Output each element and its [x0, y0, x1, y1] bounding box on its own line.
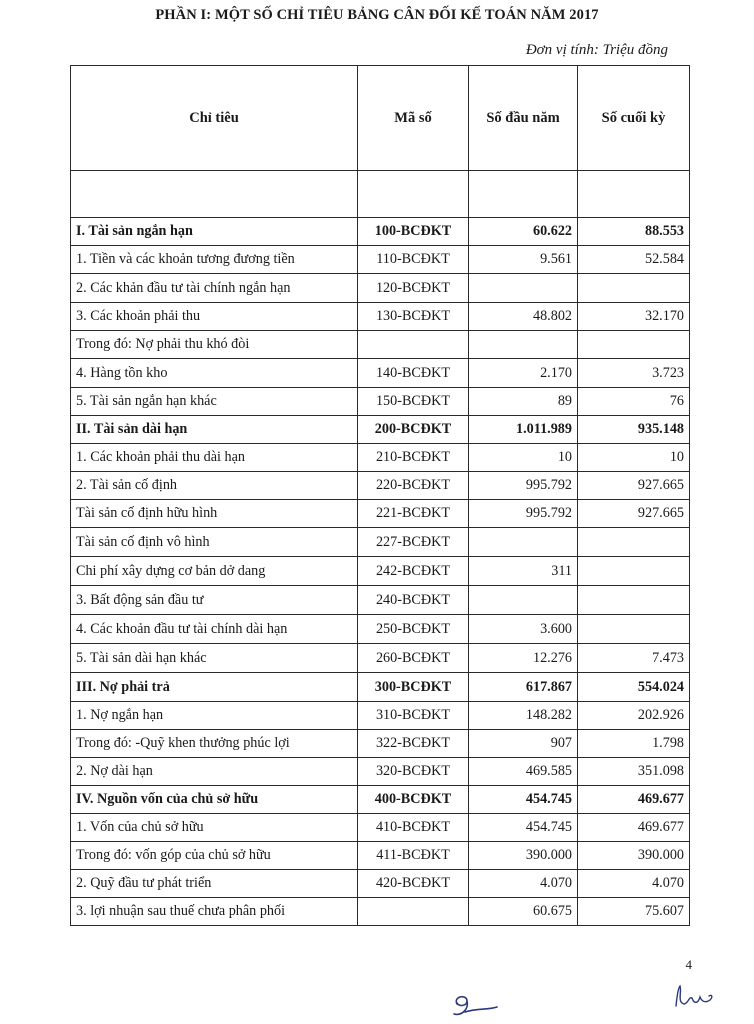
row-indicator: Tài sản cố định hữu hình: [71, 500, 358, 528]
row-end-value: 469.677: [578, 786, 690, 814]
row-code: [358, 898, 469, 926]
row-code: 310-BCĐKT: [358, 702, 469, 730]
table-row: [71, 528, 690, 557]
row-code: 242-BCĐKT: [358, 557, 469, 586]
table-row: [71, 303, 690, 331]
row-begin-value: 60.622: [469, 218, 578, 246]
row-indicator: 5. Tài sản dài hạn khác: [71, 644, 358, 673]
table-row: [71, 388, 690, 416]
table-row: [71, 673, 690, 702]
row-end-value: 1.798: [578, 730, 690, 758]
table-row: [71, 644, 690, 673]
table-row: [71, 842, 690, 870]
table-row: [71, 331, 690, 359]
row-end-value: 927.665: [578, 472, 690, 500]
row-end-value: 76: [578, 388, 690, 416]
row-code: 221-BCĐKT: [358, 500, 469, 528]
row-code: 322-BCĐKT: [358, 730, 469, 758]
initial-signature-mark: [445, 990, 505, 1020]
row-code: 220-BCĐKT: [358, 472, 469, 500]
table-row: [71, 586, 690, 615]
table-row: [71, 702, 690, 730]
row-begin-value: 617.867: [469, 673, 578, 702]
row-indicator: 1. Tiền và các khoản tương đương tiền: [71, 246, 358, 274]
row-begin-value: 148.282: [469, 702, 578, 730]
table-row: [71, 557, 690, 586]
table-row: [71, 274, 690, 303]
table-row: [71, 786, 690, 814]
row-indicator: 1. Các khoản phải thu dài hạn: [71, 444, 358, 472]
row-indicator: I. Tài sản ngắn hạn: [71, 218, 358, 246]
row-indicator: Trong đó: Nợ phải thu khó đòi: [71, 331, 358, 359]
header-end: Số cuối kỳ: [578, 66, 690, 171]
row-indicator: 2. Các khản đầu tư tài chính ngắn hạn: [71, 274, 358, 303]
header-indicator: Chỉ tiêu: [71, 66, 358, 171]
table-row: [71, 500, 690, 528]
row-code: 120-BCĐKT: [358, 274, 469, 303]
row-code: 100-BCĐKT: [358, 218, 469, 246]
row-end-value: [578, 274, 690, 303]
row-begin-value: 454.745: [469, 786, 578, 814]
row-begin-value: 1.011.989: [469, 416, 578, 444]
row-begin-value: [469, 331, 578, 359]
row-code: 260-BCĐKT: [358, 644, 469, 673]
row-begin-value: 10: [469, 444, 578, 472]
row-end-value: 32.170: [578, 303, 690, 331]
table-row: [71, 444, 690, 472]
table-row: [71, 416, 690, 444]
row-indicator: IV. Nguồn vốn của chủ sở hữu: [71, 786, 358, 814]
row-code: 200-BCĐKT: [358, 416, 469, 444]
row-begin-value: 60.675: [469, 898, 578, 926]
table-row: [71, 870, 690, 898]
table-row: [71, 359, 690, 388]
row-code: 150-BCĐKT: [358, 388, 469, 416]
row-begin-value: 390.000: [469, 842, 578, 870]
row-end-value: 554.024: [578, 673, 690, 702]
unit-note: Đơn vị tính: Triệu đồng: [525, 42, 668, 58]
row-code: 240-BCĐKT: [358, 586, 469, 615]
row-indicator: 1. Nợ ngắn hạn: [71, 702, 358, 730]
table-row: [71, 898, 690, 926]
row-begin-value: 907: [469, 730, 578, 758]
row-code: 411-BCĐKT: [358, 842, 469, 870]
row-end-value: 10: [578, 444, 690, 472]
row-begin-value: [469, 274, 578, 303]
row-indicator: 2. Tài sản cố định: [71, 472, 358, 500]
row-indicator: 4. Các khoản đầu tư tài chính dài hạn: [71, 615, 358, 644]
row-indicator: 1. Vốn của chủ sở hữu: [71, 814, 358, 842]
row-end-value: [578, 331, 690, 359]
row-code: 140-BCĐKT: [358, 359, 469, 388]
row-end-value: 351.098: [578, 758, 690, 786]
table-row: [71, 472, 690, 500]
header-code: Mã số: [358, 66, 469, 171]
row-code: 227-BCĐKT: [358, 528, 469, 557]
row-begin-value: 48.802: [469, 303, 578, 331]
row-end-value: [578, 615, 690, 644]
row-begin-value: 995.792: [469, 472, 578, 500]
row-end-value: 7.473: [578, 644, 690, 673]
row-indicator: Tài sản cố định vô hình: [71, 528, 358, 557]
table-row: [71, 758, 690, 786]
row-begin-value: 89: [469, 388, 578, 416]
row-indicator: 2. Nợ dài hạn: [71, 758, 358, 786]
row-indicator: Trong đó: -Quỹ khen thưởng phúc lợi: [71, 730, 358, 758]
table-row: [71, 615, 690, 644]
row-end-value: 469.677: [578, 814, 690, 842]
document-title: PHẦN I: MỘT SỐ CHỈ TIÊU BẢNG CÂN ĐỐI KẾ TOÁN NĂM 2017: [155, 7, 599, 23]
row-code: [358, 331, 469, 359]
handwritten-signature: [668, 982, 728, 1012]
table-row: [71, 246, 690, 274]
row-begin-value: 12.276: [469, 644, 578, 673]
table-body: [71, 218, 690, 926]
row-code: 130-BCĐKT: [358, 303, 469, 331]
row-begin-value: [469, 586, 578, 615]
balance-sheet-table: [70, 65, 690, 926]
row-begin-value: 3.600: [469, 615, 578, 644]
row-indicator: 5. Tài sản ngắn hạn khác: [71, 388, 358, 416]
row-end-value: 75.607: [578, 898, 690, 926]
row-indicator: Trong đó: vốn góp của chủ sở hữu: [71, 842, 358, 870]
row-code: 420-BCĐKT: [358, 870, 469, 898]
row-begin-value: 454.745: [469, 814, 578, 842]
row-end-value: [578, 557, 690, 586]
row-code: 110-BCĐKT: [358, 246, 469, 274]
row-end-value: 52.584: [578, 246, 690, 274]
row-indicator: III. Nợ phải trả: [71, 673, 358, 702]
row-begin-value: 2.170: [469, 359, 578, 388]
row-end-value: [578, 586, 690, 615]
row-end-value: 202.926: [578, 702, 690, 730]
row-code: 320-BCĐKT: [358, 758, 469, 786]
row-indicator: 3. Bất động sản đầu tư: [71, 586, 358, 615]
row-code: 400-BCĐKT: [358, 786, 469, 814]
row-code: 250-BCĐKT: [358, 615, 469, 644]
row-indicator: 3. lợi nhuận sau thuế chưa phân phối: [71, 898, 358, 926]
row-end-value: 4.070: [578, 870, 690, 898]
row-begin-value: 469.585: [469, 758, 578, 786]
row-end-value: 88.553: [578, 218, 690, 246]
row-indicator: Chi phí xây dựng cơ bản dở dang: [71, 557, 358, 586]
row-end-value: 390.000: [578, 842, 690, 870]
row-end-value: 3.723: [578, 359, 690, 388]
row-code: 210-BCĐKT: [358, 444, 469, 472]
row-indicator: 3. Các khoản phải thu: [71, 303, 358, 331]
row-begin-value: 4.070: [469, 870, 578, 898]
row-end-value: 927.665: [578, 500, 690, 528]
table-header-row: [71, 66, 690, 171]
row-begin-value: [469, 528, 578, 557]
table-spacer-row: [71, 171, 690, 218]
table-row: [71, 218, 690, 246]
row-indicator: 2. Quỹ đầu tư phát triển: [71, 870, 358, 898]
row-code: 300-BCĐKT: [358, 673, 469, 702]
row-indicator: II. Tài sản dài hạn: [71, 416, 358, 444]
row-begin-value: 311: [469, 557, 578, 586]
row-end-value: [578, 528, 690, 557]
header-begin: Số đầu năm: [469, 66, 578, 171]
page-number: 4: [685, 957, 692, 972]
table-row: [71, 730, 690, 758]
row-end-value: 935.148: [578, 416, 690, 444]
row-begin-value: 9.561: [469, 246, 578, 274]
table-row: [71, 814, 690, 842]
row-indicator: 4. Hàng tồn kho: [71, 359, 358, 388]
row-code: 410-BCĐKT: [358, 814, 469, 842]
row-begin-value: 995.792: [469, 500, 578, 528]
